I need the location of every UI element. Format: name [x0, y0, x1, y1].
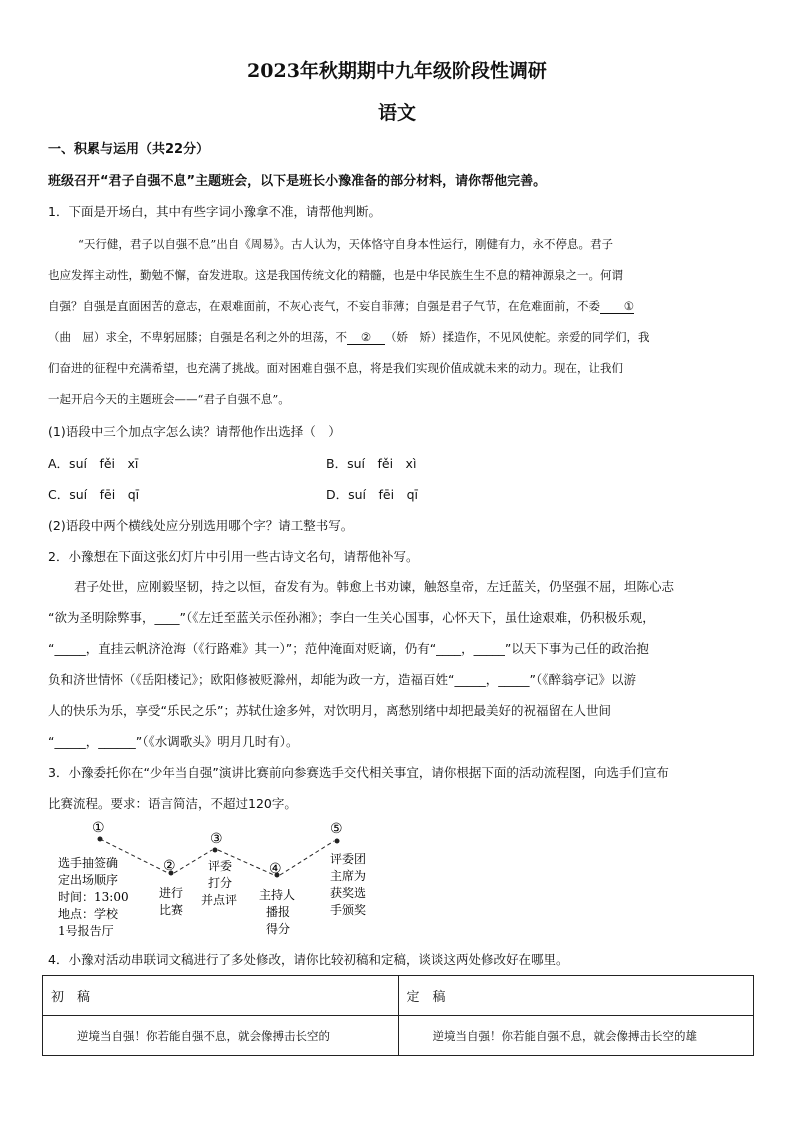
header-final: 定 稿	[398, 976, 754, 1016]
q3-stem-line: 3．小豫委托你在“少年当自强”演讲比赛前向参赛选手交代相关事宜，请你根据下面的活动流程图，向选手们宣布	[48, 765, 669, 780]
page-title: 2023年秋期期中九年级阶段性调研	[247, 60, 547, 82]
flow-5-line: 手颁奖	[330, 903, 367, 917]
activity-flowchart	[0, 815, 794, 950]
flow-3-line: 评委	[208, 859, 233, 873]
draft-text: 逆境当自强！你若能自强不息，就会像搏击长空的	[43, 1016, 399, 1056]
passage-text: （曲 屈）求全，不卑躬屈膝；自强是名利之外的坦荡，不	[48, 330, 347, 344]
flow-1-line: 地点：学校	[58, 907, 119, 921]
table-row	[43, 1016, 754, 1056]
q1-passage-line: 们奋进的征程中充满希望，也充满了挑战。面对困难自强不息，将是我们实现价值成就未来的动力。现在，让我们	[48, 361, 623, 375]
flow-1-line: 时间：13:00	[58, 890, 129, 904]
flow-4-line: 播报	[266, 905, 291, 919]
passage-text: （娇 矫）揉造作，不见风使舵。亲爱的同学们，我	[385, 330, 650, 344]
q1-stem: 1．下面是开场白，其中有些字词小豫拿不准，请帮他判断。	[48, 204, 381, 219]
flow-1-line: 1号报告厅	[58, 924, 114, 938]
q4-stem: 4．小豫对活动串联词文稿进行了多处修改，请你比较初稿和定稿，谈谈这两处修改好在哪里。	[48, 952, 569, 967]
q2-line: 人的快乐为乐，享受“乐民之乐”；苏轼仕途多舛，对饮明月，离愁别绪中却把最美好的祝福留在人世间	[48, 703, 611, 718]
q1-passage-line: 也应发挥主动性，勤勉不懈，奋发进取。这是我国传统文化的精髓，也是中华民族生生不息的精神源泉之一。何谓	[48, 268, 623, 282]
flow-1-line: 选手抽签确	[58, 856, 119, 870]
flow-2-line: 进行	[159, 886, 184, 900]
flow-3-line: 打分	[208, 876, 233, 890]
flow-num-3: ③	[210, 831, 223, 847]
subject-title: 语文	[377, 102, 416, 124]
flow-node-dot	[213, 848, 218, 853]
flow-num-4: ④	[269, 861, 282, 877]
flow-5-line: 主席为	[330, 869, 367, 883]
section-heading: 一、积累与运用（共22分）	[48, 142, 210, 157]
table-header-row	[43, 976, 754, 1016]
blank-1-marker: ①	[623, 299, 634, 313]
final-text: 逆境当自强！你若能自强不息，就会像搏击长空的雄	[398, 1016, 754, 1056]
q2-line: “_____，直挂云帆济沧海（《行路难》其一）”；范仲淹面对贬谪，仍有“____，_____”以天下事为己任的政治抱	[48, 641, 649, 656]
flow-1-line: 定出场顺序	[58, 873, 119, 887]
flow-num-1: ①	[92, 820, 105, 836]
option-b[interactable]: B．suí fěi xì	[326, 456, 417, 471]
flow-4-line: 得分	[266, 922, 291, 936]
header-draft: 初 稿	[43, 976, 399, 1016]
passage-text: 自强？自强是直面困苦的意志，在艰难面前，不灰心丧气，不妄自菲薄；自强是君子气节，在危难面前，不委	[48, 299, 600, 313]
q2-line: 君子处世，应刚毅坚韧，持之以恒，奋发有为。韩愈上书劝谏，触怒皇帝，左迁蓝关，仍坚强不屈，坦陈心志	[74, 579, 675, 594]
flow-5-line: 评委团	[330, 852, 367, 866]
flow-connector	[174, 850, 212, 873]
comparison-table	[42, 975, 754, 1056]
option-d[interactable]: D．suí fēi qī	[326, 487, 419, 502]
flow-num-5: ⑤	[330, 821, 343, 837]
q2-line: 负和济世情怀（《岳阳楼记》；欧阳修被贬滁州，却能为政一方，造福百姓“_____，_____”（《醉翁亭记》以游	[48, 672, 636, 687]
flow-node-dot	[98, 837, 103, 842]
option-c[interactable]: C．suí fēi qī	[48, 487, 140, 502]
q1-sub1: (1)语段中三个加点字怎么读？请帮他作出选择（ ）	[48, 424, 341, 439]
q1-passage-line: “天行健，君子以自强不息”出自《周易》。古人认为，天体恪守自身本性运行，刚健有力，永不停息。君子	[78, 237, 614, 251]
blank-2	[347, 330, 385, 345]
flow-3-line: 并点评	[201, 893, 238, 907]
q2-line: “欲为圣明除弊事，____”（《左迁至蓝关示侄孙湘》；李白一生关心国事，心怀天下，虽仕途艰难，仍积极乐观，	[48, 610, 655, 625]
q1-passage-line	[48, 298, 634, 314]
flow-5-line: 获奖选	[330, 886, 367, 900]
q2-line: “_____，______”（《水调歌头》明月几时有）。	[48, 734, 299, 749]
option-a[interactable]: A．suí fěi xī	[48, 456, 139, 471]
flow-connector	[280, 841, 334, 875]
flow-2-line: 比赛	[159, 903, 184, 917]
flow-node-dot	[335, 839, 340, 844]
section-intro: 班级召开“君子自强不息”主题班会，以下是班长小豫准备的部分材料，请你帮他完善。	[48, 174, 547, 189]
blank-2-marker: ②	[360, 330, 372, 344]
flow-num-2: ②	[163, 858, 176, 874]
blank-1	[600, 299, 634, 314]
q1-passage-line	[48, 329, 650, 345]
q1-passage-line: 一起开启今天的主题班会——“君子自强不息”。	[48, 392, 290, 406]
q2-stem: 2．小豫想在下面这张幻灯片中引用一些古诗文名句，请帮他补写。	[48, 549, 419, 564]
q3-stem-line: 比赛流程。要求：语言简洁，不超过120字。	[48, 796, 297, 811]
q1-sub2: (2)语段中两个横线处应分别选用哪个字？请工整书写。	[48, 518, 354, 533]
flow-4-line: 主持人	[259, 888, 296, 902]
